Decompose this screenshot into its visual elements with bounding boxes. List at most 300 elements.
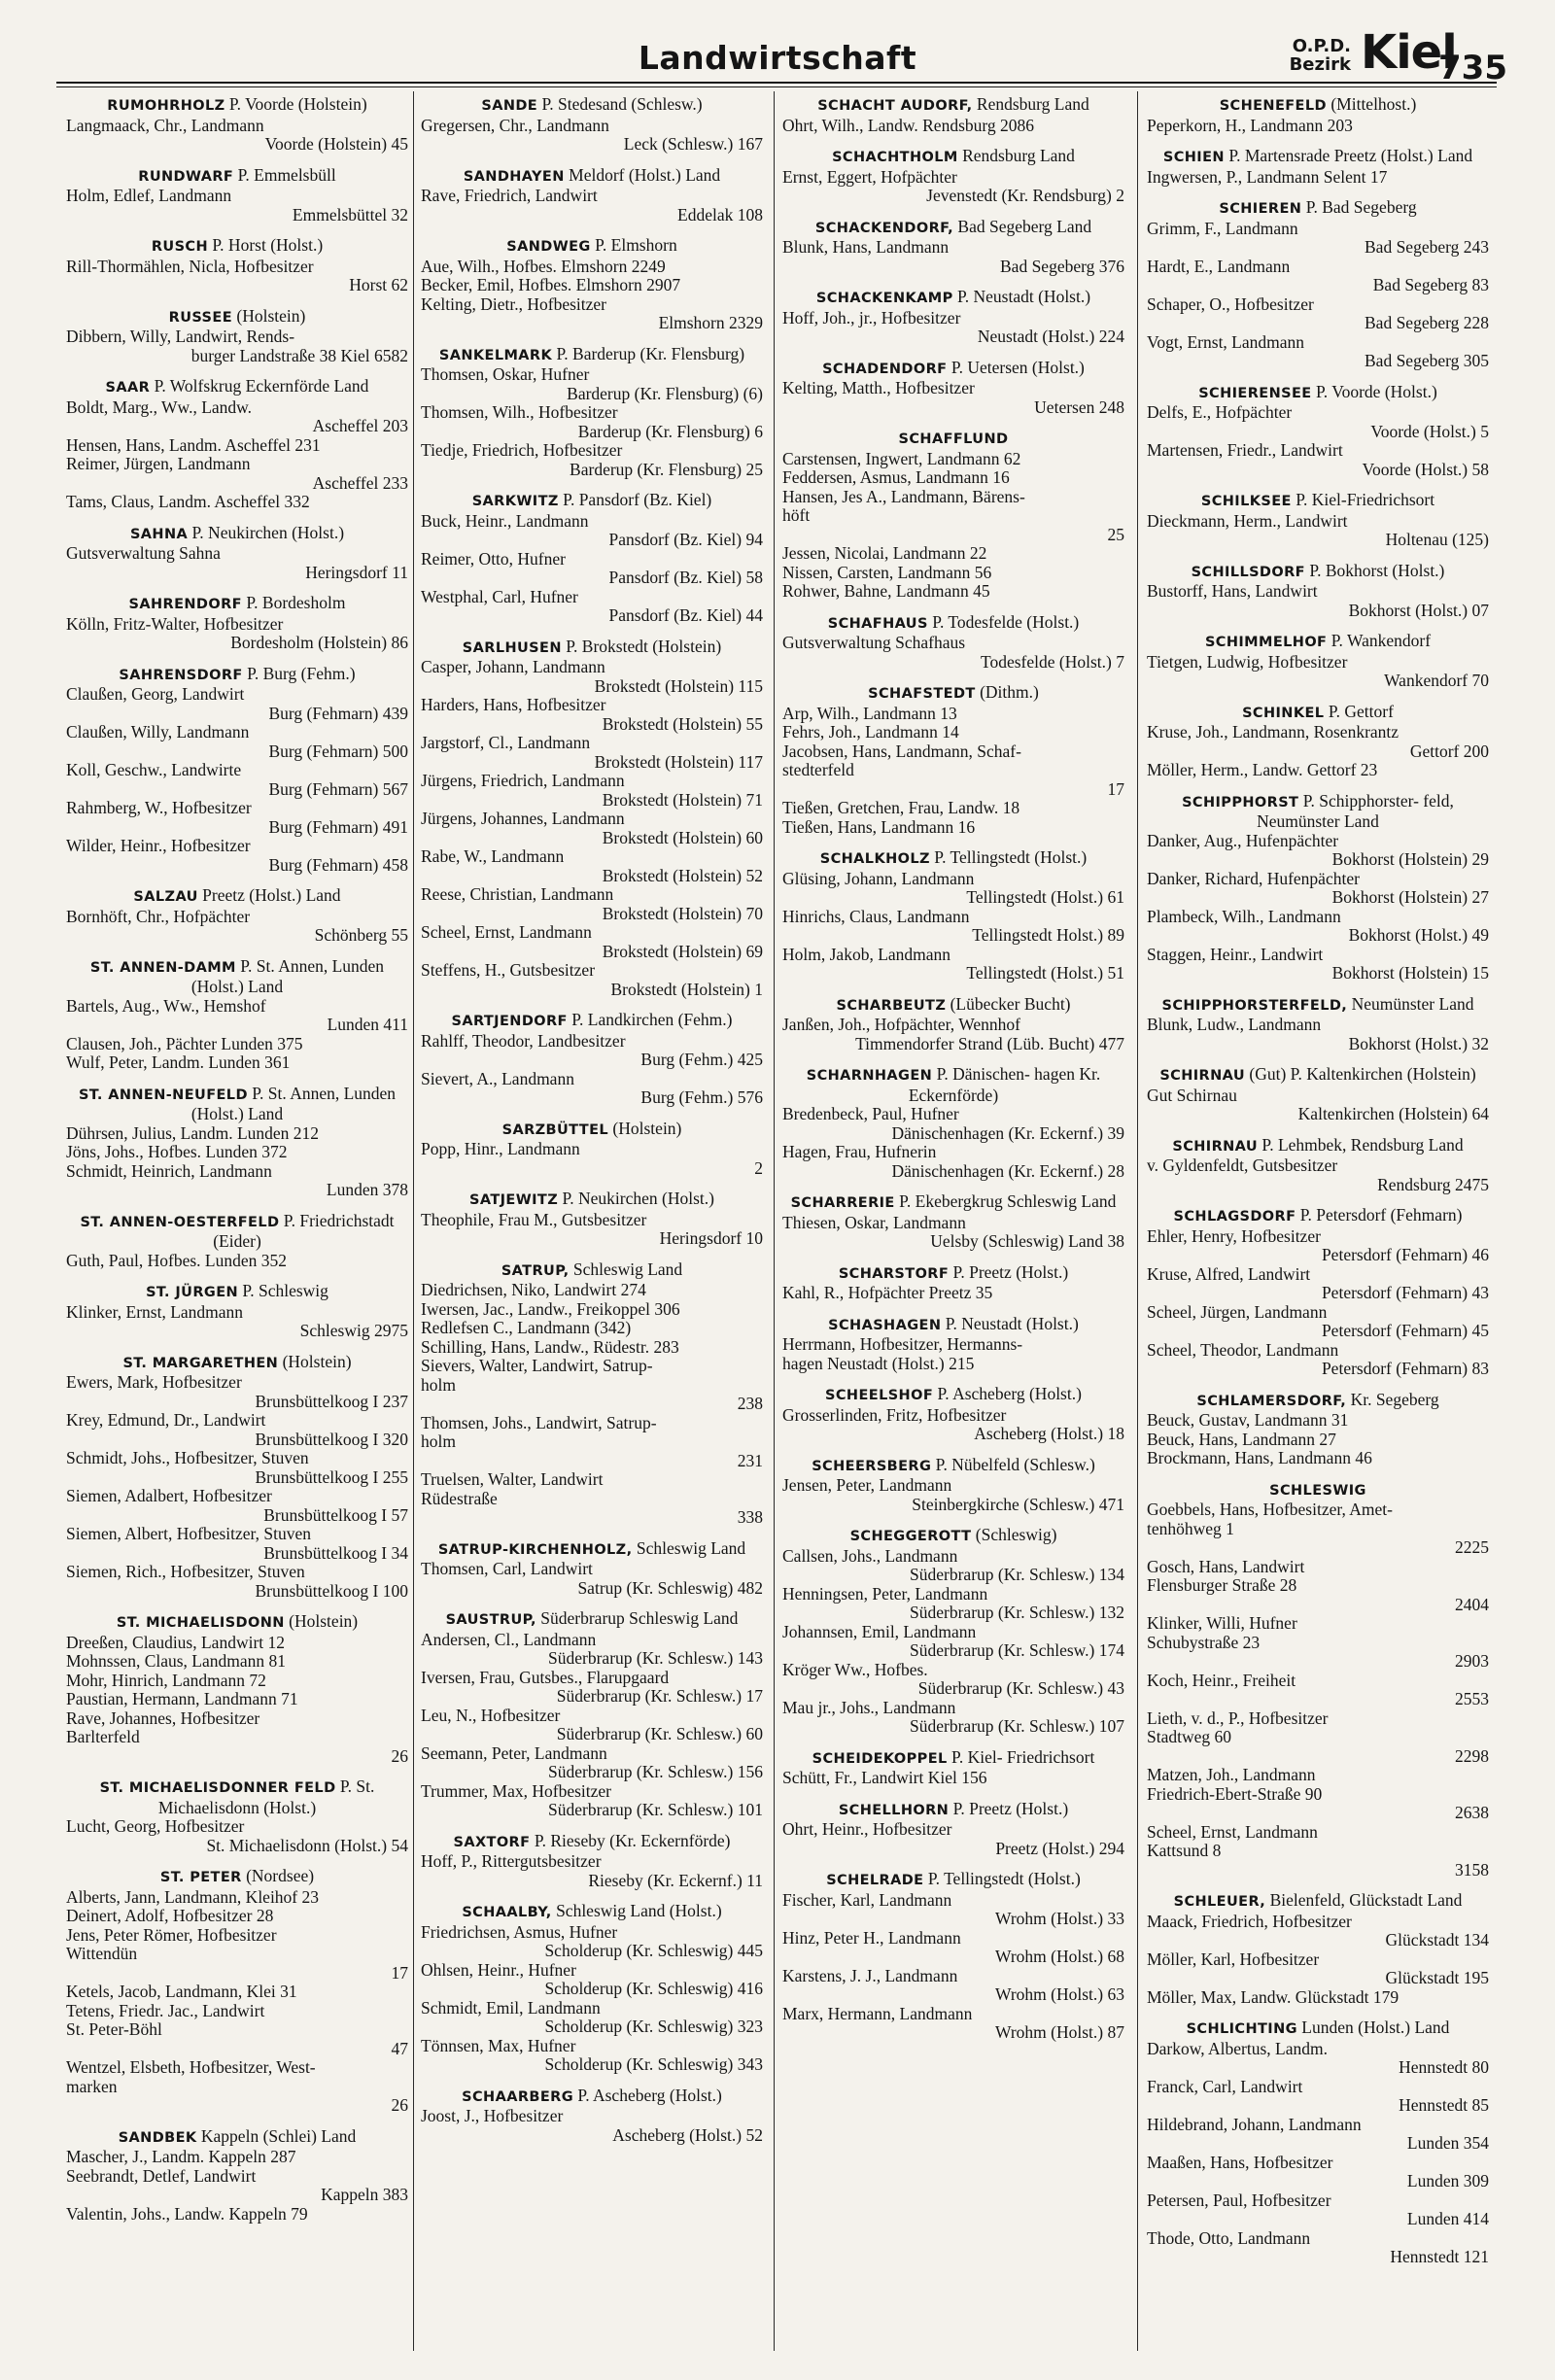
place-entry — [782, 1800, 1124, 1859]
person-location: Brunsbüttelkoog I 237 — [255, 1391, 408, 1411]
person-location: Glückstadt 134 — [1385, 1930, 1489, 1949]
place-name: SCHLAGSDORF — [1173, 1209, 1296, 1224]
place-entry — [782, 1065, 1124, 1181]
person-name: Hansen, Jes A., Landmann, Bärens- — [782, 486, 1025, 506]
person-name: Hinrichs, Claus, Landmann — [782, 906, 970, 926]
place-entry — [66, 307, 408, 366]
person-name: Tießen, Gretchen, Frau, Landw. 18 — [782, 798, 1020, 817]
place-entry — [1147, 198, 1489, 371]
place-name: ST. MICHAELISDONN — [116, 1615, 285, 1631]
place-heading — [1147, 1136, 1489, 1157]
post-office: P. Bad Segeberg — [1305, 197, 1417, 217]
person-name: Johannsen, Emil, Landmann — [782, 1621, 977, 1641]
place-entry — [782, 1748, 1124, 1788]
place-name: SCHARNHAGEN — [806, 1068, 933, 1084]
place-name: SCHEERSBERG — [812, 1458, 932, 1474]
person-name: Casper, Johann, Landmann — [421, 657, 605, 676]
post-office: P. St. Michaelisdonn (Holst.) — [157, 1776, 375, 1817]
post-office: P. Kiel-Friedrichsort — [1296, 490, 1435, 509]
person-location: Neustadt (Holst.) 224 — [977, 327, 1124, 346]
person-name: Reimer, Jürgen, Landmann — [66, 454, 251, 473]
place-name: ST. PETER — [159, 1870, 242, 1885]
person-name: Barlterfeld — [66, 1727, 140, 1746]
person-name: Schubystraße 23 — [1147, 1632, 1261, 1652]
place-heading — [66, 1867, 408, 1888]
person-name: Jürgens, Friedrich, Landmann — [421, 771, 625, 790]
post-office: (Holstein) — [289, 1611, 359, 1631]
place-name: SCHAARBERG — [462, 2088, 574, 2105]
section-title: Landwirtschaft — [638, 39, 917, 77]
place-heading — [66, 1777, 408, 1817]
person-location: Brunsbüttelkoog I 34 — [263, 1542, 408, 1563]
person-name: Beuck, Gustav, Landmann 31 — [1147, 1410, 1349, 1430]
place-heading — [421, 95, 763, 117]
person-name: Siemen, Albert, Hofbesitzer, Stuven — [66, 1524, 312, 1543]
place-entry — [1147, 792, 1489, 983]
place-heading — [782, 147, 1124, 168]
person-name: Rohwer, Bahne, Landmann 45 — [782, 581, 990, 601]
person-location: Timmendorfer Strand (Lüb. Bucht) 477 — [855, 1033, 1124, 1053]
person-location: Bad Segeberg 305 — [1365, 351, 1489, 370]
place-heading — [782, 1456, 1124, 1477]
person-location: 25 — [1107, 524, 1124, 544]
person-name: Redlefsen C., Landmann (342) — [421, 1318, 632, 1337]
post-office: P. Emmelsbüll — [237, 164, 336, 185]
post-office: P. Preetz (Holst.) — [952, 1261, 1069, 1282]
place-entry — [66, 236, 408, 295]
place-name: SCHACKENDORF, — [814, 220, 954, 236]
place-name: SATRUP-KIRCHENHOLZ, — [437, 1541, 633, 1558]
person-name: Bartels, Aug., Ww., Hemshof — [66, 995, 266, 1016]
person-name: Holm, Jakob, Landmann — [782, 944, 951, 964]
person-name: Aue, Wilh., Hofbes. Elmshorn 2249 — [421, 256, 666, 276]
person-name: Mascher, J., Landm. Kappeln 287 — [66, 2147, 296, 2166]
place-name: ST. ANNEN-NEUFELD — [78, 1087, 248, 1103]
person-name: Siemen, Adalbert, Hofbesitzer — [66, 1486, 272, 1505]
person-location: Petersdorf (Fehmarn) 43 — [1321, 1283, 1489, 1302]
post-office: P. Neukirchen (Holst.) — [562, 1189, 714, 1208]
person-location: Glückstadt 195 — [1385, 1968, 1489, 1987]
person-name: Bornhöft, Chr., Hofpächter — [66, 906, 251, 926]
person-location: Satrup (Kr. Schleswig) 482 — [577, 1577, 763, 1598]
person-location: Brunsbüttelkoog I 320 — [255, 1429, 408, 1449]
person-name: Langmaack, Chr., Landmann — [66, 115, 264, 135]
person-location: St. Michaelisdonn (Holst.) 54 — [206, 1835, 408, 1855]
place-heading — [782, 218, 1124, 239]
person-location: 2638 — [1455, 1803, 1489, 1822]
place-name: SALZAU — [133, 889, 198, 905]
person-location: Bad Segeberg 83 — [1372, 275, 1489, 294]
person-name: Koll, Geschw., Landwirte — [66, 760, 242, 779]
post-office: P. Elmshorn — [595, 235, 677, 255]
post-office: Rendsburg Land — [976, 95, 1089, 114]
place-name: SCHALKHOLZ — [819, 851, 930, 867]
person-name: St. Peter-Böhl — [66, 2019, 162, 2039]
place-heading — [421, 1832, 763, 1853]
person-name: Becker, Emil, Hofbes. Elmshorn 2907 — [421, 275, 681, 294]
person-name: Rabe, W., Landmann — [421, 846, 565, 866]
person-location: Brokstedt (Holstein) 117 — [594, 751, 763, 772]
person-name: Dührsen, Julius, Landm. Lunden 212 — [66, 1122, 320, 1143]
person-name: Wilder, Heinr., Hofbesitzer — [66, 836, 251, 855]
post-office: P. Preetz (Holst.) — [952, 1798, 1069, 1818]
post-office: P. St. Annen, Lunden (Holst.) Land — [190, 1083, 397, 1123]
place-entry — [421, 1011, 763, 1108]
place-name: SCHASHAGEN — [828, 1317, 942, 1333]
post-office: P. Neustadt (Holst.) — [956, 287, 1091, 306]
place-name: SCHINKEL — [1242, 705, 1325, 721]
place-heading — [782, 1748, 1124, 1770]
place-name: SARKWITZ — [471, 494, 559, 509]
place-name: SCHELRADE — [826, 1873, 924, 1888]
place-heading — [1147, 2018, 1489, 2040]
person-name: Paustian, Hermann, Landmann 71 — [66, 1689, 298, 1708]
person-name: Sievers, Walter, Landwirt, Satrup- — [421, 1356, 653, 1375]
place-heading — [1147, 1891, 1489, 1913]
person-name: Grimm, F., Landmann — [1147, 218, 1298, 238]
person-location: Brokstedt (Holstein) 70 — [602, 903, 763, 923]
post-office: Kr. Segeberg — [1350, 1389, 1439, 1409]
place-name: SCHIEN — [1162, 150, 1225, 165]
person-name: Petersen, Paul, Hofbesitzer — [1147, 2190, 1331, 2210]
place-name: SCHARSTORF — [838, 1265, 950, 1282]
place-heading — [1147, 95, 1489, 117]
person-name: Matzen, Joh., Landmann — [1147, 1765, 1316, 1784]
person-name: Kruse, Alfred, Landwirt — [1147, 1263, 1311, 1284]
place-entry — [782, 1526, 1124, 1737]
place-entry — [782, 1315, 1124, 1374]
place-entry — [1147, 1065, 1489, 1124]
place-name: SCHEELSHOF — [825, 1388, 934, 1403]
place-name: SCHARRERIE — [790, 1195, 895, 1211]
post-office: P. Kiel- Friedrichsort — [951, 1746, 1095, 1767]
person-name: Tetens, Friedr. Jac., Landwirt — [66, 2000, 265, 2020]
place-name: SATRUP, — [501, 1262, 570, 1279]
person-location: Petersdorf (Fehmarn) 46 — [1321, 1245, 1489, 1264]
page-header — [0, 0, 1555, 89]
place-entry — [421, 1609, 763, 1820]
person-location: Scholderup (Kr. Schleswig) 416 — [544, 1979, 763, 1998]
person-location: Scholderup (Kr. Schleswig) 343 — [544, 2054, 763, 2074]
person-name: Bustorff, Hans, Landwirt — [1147, 581, 1318, 601]
person-name: Mohr, Hinrich, Landmann 72 — [66, 1670, 266, 1690]
place-heading — [421, 491, 763, 512]
post-office: P. Schipphorster- feld, Neumünster Land — [1257, 790, 1454, 831]
person-name: Dieckmann, Herm., Landwirt — [1147, 510, 1348, 531]
person-location: Pansdorf (Bz. Kiel) 94 — [608, 530, 763, 549]
column-divider — [774, 91, 775, 2351]
person-name: Schmidt, Emil, Landmann — [421, 1997, 601, 2018]
person-location: Ascheffel 203 — [312, 416, 408, 435]
person-location: Brokstedt (Holstein) 71 — [602, 789, 763, 810]
place-heading — [782, 848, 1124, 870]
place-heading — [782, 429, 1124, 450]
person-name: Ketels, Jacob, Landmann, Klei 31 — [66, 1982, 297, 2001]
place-heading — [782, 995, 1124, 1017]
person-name: Karstens, J. J., Landmann — [782, 1965, 958, 1985]
person-location: Ascheberg (Holst.) 18 — [974, 1424, 1124, 1443]
place-entry — [421, 1832, 763, 1891]
person-name: Claußen, Georg, Landwirt — [66, 684, 245, 704]
place-heading — [782, 1526, 1124, 1547]
place-name: SCHAFSTEDT — [868, 686, 976, 702]
place-entry — [66, 886, 408, 946]
place-entry — [782, 848, 1124, 983]
place-heading — [782, 1870, 1124, 1891]
place-entry — [66, 1085, 408, 1200]
person-location: Brokstedt (Holstein) 55 — [602, 713, 763, 734]
person-name: Westphal, Carl, Hufner — [421, 586, 578, 606]
person-name: Klinker, Willi, Hufner — [1147, 1613, 1297, 1633]
person-name: Mohnssen, Claus, Landmann 81 — [66, 1651, 287, 1671]
post-office: (Gut) P. Kaltenkirchen (Holstein) — [1249, 1064, 1476, 1084]
place-name: SCHACKENKAMP — [815, 291, 953, 306]
person-location: Burg (Fehmarn) 439 — [268, 703, 408, 723]
place-entry — [782, 1192, 1124, 1252]
post-office: P. Martensrade Preetz (Holst.) Land — [1228, 146, 1473, 165]
place-entry — [1147, 1891, 1489, 2007]
person-name: Joost, J., Hofbesitzer — [421, 2106, 564, 2125]
post-office: Bad Segeberg Land — [957, 216, 1092, 236]
post-office: P. Landkirchen (Fehm.) — [571, 1010, 733, 1029]
place-entry — [1147, 562, 1489, 621]
person-name: Hagen, Frau, Hufnerin — [782, 1142, 937, 1161]
place-entry — [66, 1212, 408, 1271]
place-heading — [1147, 383, 1489, 404]
person-name: Jessen, Nicolai, Landmann 22 — [782, 543, 987, 563]
place-name: SCHADENDORF — [822, 361, 948, 377]
person-name: Danker, Richard, Hufenpächter — [1147, 868, 1360, 888]
person-name: Holm, Edlef, Landmann — [66, 186, 232, 205]
place-entry — [66, 524, 408, 583]
post-office: Meldorf (Holst.) Land — [569, 164, 721, 185]
person-name: Truelsen, Walter, Landwirt — [421, 1469, 604, 1489]
person-location: Süderbrarup (Kr. Schlesw.) 101 — [548, 1800, 763, 1819]
person-location: Hennstedt 80 — [1399, 2057, 1489, 2077]
place-entry — [782, 1385, 1124, 1444]
place-heading — [782, 359, 1124, 380]
person-location: Bokhorst (Holst.) 49 — [1348, 925, 1489, 945]
person-name: Alberts, Jann, Landmann, Kleihof 23 — [66, 1886, 320, 1907]
place-entry — [66, 95, 408, 155]
person-name: Jensen, Peter, Landmann — [782, 1475, 952, 1495]
person-name: Schilling, Hans, Landw., Rüdestr. 283 — [421, 1336, 679, 1357]
person-name: Darkow, Albertus, Landm. — [1147, 2038, 1328, 2058]
person-name: Thomsen, Johs., Landwirt, Satrup- — [421, 1412, 657, 1432]
place-heading — [782, 683, 1124, 705]
person-name: Flensburger Straße 28 — [1147, 1575, 1297, 1595]
person-name: Tießen, Hans, Landmann 16 — [782, 816, 976, 837]
post-office: Süderbrarup Schleswig Land — [540, 1608, 739, 1628]
place-heading — [421, 1609, 763, 1631]
place-entry — [66, 166, 408, 225]
person-location: 338 — [737, 1507, 763, 1527]
person-location: Steinbergkirche (Schlesw.) 471 — [912, 1494, 1124, 1514]
person-location: Elmshorn 2329 — [658, 313, 763, 332]
person-name: Kelting, Dietr., Hofbesitzer — [421, 293, 606, 314]
place-name: SCHIPPHORSTERFELD, — [1161, 997, 1348, 1014]
person-name: Mau jr., Johs., Landmann — [782, 1697, 956, 1717]
person-location: Wrohm (Holst.) 63 — [995, 1984, 1124, 2004]
person-name: Iwersen, Jac., Landw., Freikoppel 306 — [421, 1298, 680, 1319]
place-entry — [782, 1870, 1124, 2043]
person-location: Bad Segeberg 243 — [1365, 237, 1489, 257]
post-office: P. Uetersen (Holst.) — [950, 357, 1085, 377]
post-office: P. Wolfskrug Eckernförde Land — [154, 376, 369, 396]
person-location: Kappeln 383 — [321, 2185, 408, 2204]
place-entry — [421, 1190, 763, 1249]
person-location: Bokhorst (Holst.) 07 — [1348, 600, 1489, 620]
person-location: Süderbrarup (Kr. Schlesw.) 143 — [548, 1648, 763, 1668]
person-name: Schütt, Fr., Landwirt Kiel 156 — [782, 1768, 987, 1787]
post-office: (Mittelhost.) — [1330, 95, 1417, 114]
person-location: Tellingstedt (Holst.) 51 — [966, 963, 1124, 983]
place-entry — [421, 1539, 763, 1599]
place-name: SCHIMMELHOF — [1204, 635, 1328, 650]
person-name: Reimer, Otto, Hufner — [421, 548, 566, 569]
place-entry — [421, 166, 763, 225]
person-name: Kröger Ww., Hofbes. — [782, 1659, 928, 1679]
person-name: Goebbels, Hans, Hofbesitzer, Amet- — [1147, 1500, 1393, 1519]
person-location: Heringsdorf 11 — [305, 562, 408, 582]
place-heading — [66, 95, 408, 117]
person-location: Holtenau (125) — [1385, 530, 1489, 549]
place-heading — [421, 236, 763, 258]
person-name: Maaßen, Hans, Hofbesitzer — [1147, 2152, 1333, 2172]
place-heading — [782, 1385, 1124, 1406]
person-location: Burg (Fehmarn) 500 — [268, 741, 408, 761]
person-name: Harders, Hans, Hofbesitzer — [421, 695, 606, 714]
person-location: Lunden 309 — [1406, 2171, 1489, 2190]
person-location: 2404 — [1455, 1594, 1489, 1614]
post-office: P. Petersdorf (Fehmarn) — [1299, 1205, 1463, 1224]
person-location: Brunsbüttelkoog I 57 — [263, 1504, 408, 1525]
person-name: Wentzel, Elsbeth, Hofbesitzer, West- — [66, 2057, 316, 2077]
place-name: SCHEIDEKOPPEL — [812, 1750, 948, 1767]
person-location: Leck (Schlesw.) 167 — [623, 134, 763, 154]
place-name: SARLHUSEN — [462, 639, 562, 656]
place-entry — [66, 665, 408, 876]
person-location: Brokstedt (Holstein) 52 — [602, 865, 763, 885]
person-name: Delfs, E., Hofpächter — [1147, 402, 1293, 422]
person-location: Lunden 411 — [327, 1015, 408, 1034]
person-name: Valentin, Johs., Landw. Kappeln 79 — [66, 2203, 308, 2224]
person-name: Beuck, Hans, Landmann 27 — [1147, 1429, 1336, 1449]
person-name: Jürgens, Johannes, Landmann — [421, 809, 625, 828]
place-entry — [66, 1777, 408, 1855]
place-name: SCHENEFELD — [1219, 98, 1327, 114]
place-entry — [66, 957, 408, 1073]
person-name: Tönnsen, Max, Hufner — [421, 2035, 576, 2055]
person-location: Dänischenhagen (Kr. Eckernf.) 28 — [891, 1160, 1124, 1181]
person-name: Grosserlinden, Fritz, Hofbesitzer — [782, 1404, 1007, 1425]
place-entry — [1147, 1206, 1489, 1379]
person-location: Wrohm (Holst.) 68 — [995, 1947, 1124, 1966]
person-name: Hoff, P., Rittergutsbesitzer — [421, 1851, 602, 1871]
person-name: Gutsverwaltung Schafhaus — [782, 633, 966, 652]
person-location: Hennstedt 85 — [1399, 2095, 1489, 2115]
place-heading — [782, 1315, 1124, 1336]
post-office: P. St. Annen, Lunden (Holst.) Land — [190, 955, 385, 996]
place-name: SAHRENSDORF — [119, 667, 243, 683]
person-location: 2 — [754, 1157, 763, 1178]
place-heading — [66, 307, 408, 328]
place-entry — [782, 147, 1124, 206]
post-office: P. Lehmbek, Rendsburg Land — [1261, 1134, 1464, 1155]
person-name: Dibbern, Willy, Landwirt, Rends- — [66, 327, 295, 346]
person-location: Petersdorf (Fehmarn) 45 — [1321, 1321, 1489, 1340]
person-name: Schmidt, Johs., Hofbesitzer, Stuven — [66, 1448, 309, 1467]
person-location: 231 — [737, 1450, 763, 1470]
person-location: Burg (Fehmarn) 491 — [268, 816, 408, 837]
place-entry — [66, 2127, 408, 2225]
page-number: 735 — [1438, 49, 1507, 87]
person-location: Süderbrarup (Kr. Schlesw.) 134 — [910, 1565, 1124, 1584]
city-name: Kiel — [1361, 25, 1457, 80]
person-name: Scheel, Ernst, Landmann — [421, 922, 592, 942]
person-location: Bokhorst (Holstein) 27 — [1331, 887, 1489, 907]
person-name: Reese, Christian, Landmann — [421, 884, 614, 904]
place-name: SANDBEK — [118, 2129, 197, 2146]
place-entry — [782, 288, 1124, 347]
place-heading — [66, 1212, 408, 1252]
person-name: Thode, Otto, Landmann — [1147, 2227, 1311, 2248]
person-name: Deinert, Adolf, Hofbesitzer 28 — [66, 1906, 274, 1925]
post-office: Lunden (Holst.) Land — [1301, 2018, 1450, 2037]
person-name: Gregersen, Chr., Landmann — [421, 115, 609, 135]
place-name: SCHACHTHOLM — [832, 150, 958, 165]
place-name: SANKELMARK — [438, 347, 553, 363]
person-name: Rave, Friedrich, Landwirt — [421, 186, 598, 205]
person-location: Lunden 378 — [326, 1180, 408, 1199]
post-office: Kappeln (Schlei) Land — [200, 2125, 357, 2146]
person-name: Danker, Aug., Hufenpächter — [1147, 830, 1339, 850]
place-name: SCHAALBY, — [462, 1905, 552, 1920]
place-name: SCHIRNAU — [1172, 1138, 1259, 1155]
place-name: SAXTORF — [453, 1834, 531, 1850]
place-heading — [782, 95, 1124, 117]
person-location: 17 — [1107, 778, 1124, 799]
post-office: Preetz (Holst.) Land — [202, 885, 341, 905]
place-heading — [66, 957, 408, 997]
person-name: Scheel, Theodor, Landmann — [1147, 1339, 1339, 1360]
place-name: ST. JÜRGEN — [146, 1285, 239, 1300]
post-office: P. Dänischen- hagen Kr. Eckernförde) — [908, 1064, 1101, 1105]
person-name: Kahl, R., Hofpächter Preetz 35 — [782, 1283, 993, 1302]
person-location: Barderup (Kr. Flensburg) 6 — [577, 421, 763, 441]
place-heading — [1147, 1480, 1489, 1501]
person-location: Bad Segeberg 376 — [1000, 256, 1124, 276]
place-entry — [1147, 1136, 1489, 1195]
person-location: Petersdorf (Fehmarn) 83 — [1321, 1359, 1489, 1378]
person-name: Herrmann, Hofbesitzer, Hermanns- — [782, 1334, 1023, 1354]
person-name: Hensen, Hans, Landm. Ascheffel 231 — [66, 434, 321, 455]
person-name: Möller, Herm., Landw. Gettorf 23 — [1147, 760, 1378, 779]
place-name: SANDE — [481, 98, 538, 114]
place-name: ST. ANNEN-OESTERFELD — [80, 1214, 280, 1230]
person-name: Boldt, Marg., Ww., Landw. — [66, 397, 253, 417]
post-office: P. Neukirchen (Holst.) — [191, 522, 345, 542]
person-location: Süderbrarup (Kr. Schlesw.) 60 — [556, 1724, 763, 1743]
person-location: Kaltenkirchen (Holstein) 64 — [1297, 1104, 1489, 1123]
place-name: RUMOHRHOLZ — [107, 98, 225, 114]
person-name: Bredenbeck, Paul, Hufner — [782, 1104, 959, 1123]
post-office: Rendsburg Land — [962, 146, 1075, 165]
person-location: Burg (Fehm.) 425 — [640, 1050, 763, 1069]
place-heading — [1147, 1065, 1489, 1087]
place-heading — [782, 1800, 1124, 1821]
person-name: Stadtweg 60 — [1147, 1727, 1232, 1746]
